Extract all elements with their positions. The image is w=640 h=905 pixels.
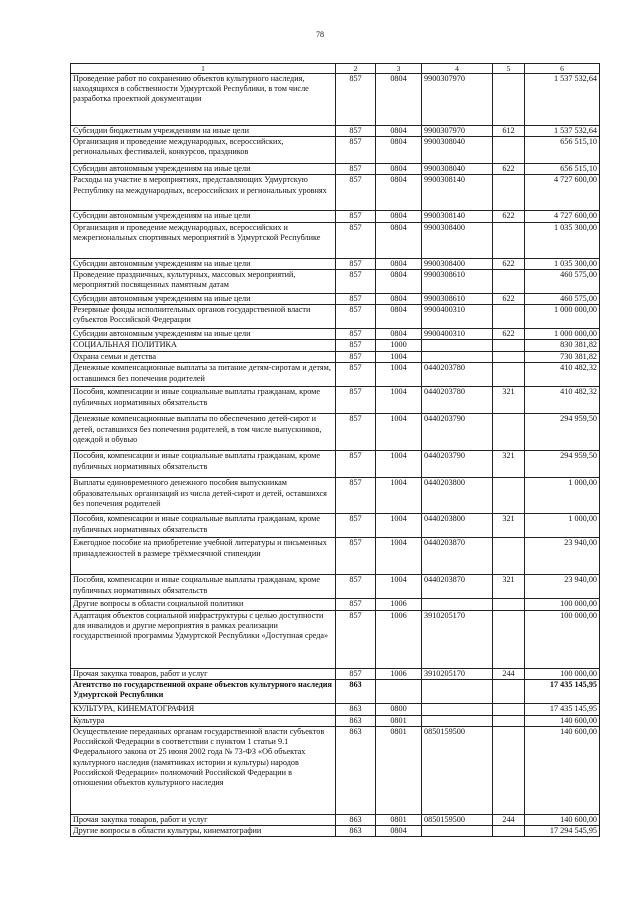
row-section-cell: 0804: [376, 222, 422, 258]
row-sum-cell: 1 000,00: [525, 478, 600, 514]
row-section-cell: 0801: [376, 715, 422, 726]
table-row: [71, 74, 600, 126]
row-expense-type-cell: [493, 610, 525, 668]
table-row: [71, 352, 600, 363]
table-row: [71, 727, 600, 815]
row-section-cell: 0804: [376, 126, 422, 137]
row-name-cell: Субсидии автономным учреждениям на иные цели: [71, 329, 336, 340]
row-expense-type-cell: 321: [493, 575, 525, 599]
row-ved-cell: 863: [336, 727, 376, 815]
row-ved-cell: 857: [336, 329, 376, 340]
row-ved-cell: 857: [336, 610, 376, 668]
table-row: [71, 222, 600, 258]
row-section-cell: 0804: [376, 269, 422, 293]
row-section-cell: 0800: [376, 703, 422, 715]
row-sum-cell: 1 000,00: [525, 514, 600, 538]
row-target-cell: 9900308140: [422, 211, 493, 222]
row-target-cell: [422, 599, 493, 610]
table-row: [71, 305, 600, 329]
row-expense-type-cell: [493, 269, 525, 293]
row-name-cell: Осуществление переданных органам государственной власти субъектов Российской Федерации в соответствии с пунктом 1 статьи 9.1 Федерального закона от 25 июня 2002 года № 73-ФЗ «Об объектах культурного наследия (памятниках истории и культуры) народов Российской Федерации» полномочий Российской Федерации в отношении объектов культурного наследия: [71, 727, 336, 815]
row-sum-cell: 100 000,00: [525, 668, 600, 679]
row-name-cell: Денежные компенсационные выплаты по обеспечению детей-сирот и детей, оставшихся без попечения родителей, в том числе выпускников, одеждой и обувью: [71, 414, 336, 451]
row-expense-type-cell: [493, 703, 525, 715]
row-name-cell: Субсидии автономным учреждениям на иные цели: [71, 211, 336, 222]
header-col-1: 1: [71, 64, 336, 74]
table-row: [71, 478, 600, 514]
row-sum-cell: 17 435 145,95: [525, 703, 600, 715]
row-target-cell: 9900307970: [422, 126, 493, 137]
row-expense-type-cell: 244: [493, 815, 525, 826]
row-ved-cell: 857: [336, 668, 376, 679]
row-ved-cell: 857: [336, 478, 376, 514]
row-section-cell: 1006: [376, 599, 422, 610]
row-section-cell: 0804: [376, 211, 422, 222]
row-name-cell: Расходы на участие в мероприятиях, представляющих Удмуртскую Республику на международных, всероссийских и региональных уровнях: [71, 175, 336, 211]
row-expense-type-cell: 622: [493, 258, 525, 269]
table-row: [71, 451, 600, 478]
table-row: [71, 414, 600, 451]
row-expense-type-cell: [493, 414, 525, 451]
row-expense-type-cell: [493, 727, 525, 815]
table-row: [71, 175, 600, 211]
row-section-cell: 0801: [376, 815, 422, 826]
row-expense-type-cell: [493, 679, 525, 703]
row-name-cell: Пособия, компенсации и иные социальные выплаты гражданам, кроме публичных нормативных обязательств: [71, 575, 336, 599]
row-ved-cell: 857: [336, 514, 376, 538]
row-expense-type-cell: [493, 340, 525, 352]
table-row: [71, 258, 600, 269]
table-row: [71, 599, 600, 610]
row-name-cell: Другие вопросы в области культуры, кинематографии: [71, 826, 336, 837]
row-expense-type-cell: [493, 137, 525, 164]
budget-table: [70, 63, 600, 837]
row-expense-type-cell: [493, 538, 525, 575]
table-row: [71, 575, 600, 599]
table-row: [71, 610, 600, 668]
row-name-cell: Другие вопросы в области социальной политики: [71, 599, 336, 610]
row-sum-cell: 140 600,00: [525, 727, 600, 815]
table-row: [71, 387, 600, 414]
row-target-cell: 3910205170: [422, 610, 493, 668]
row-target-cell: [422, 715, 493, 726]
row-expense-type-cell: 622: [493, 164, 525, 175]
row-expense-type-cell: [493, 352, 525, 363]
row-expense-type-cell: 612: [493, 126, 525, 137]
row-ved-cell: 857: [336, 175, 376, 211]
row-ved-cell: 857: [336, 258, 376, 269]
row-expense-type-cell: 244: [493, 668, 525, 679]
row-section-cell: 0804: [376, 329, 422, 340]
row-section-cell: 0804: [376, 305, 422, 329]
row-expense-type-cell: [493, 222, 525, 258]
row-target-cell: 0440203790: [422, 414, 493, 451]
row-target-cell: 0440203800: [422, 514, 493, 538]
row-target-cell: 0440203780: [422, 363, 493, 387]
header-col-5: 5: [493, 64, 525, 74]
row-ved-cell: 857: [336, 222, 376, 258]
header-col-2: 2: [336, 64, 376, 74]
row-section-cell: 1004: [376, 478, 422, 514]
row-ved-cell: 863: [336, 679, 376, 703]
row-ved-cell: 863: [336, 703, 376, 715]
row-name-cell: Выплаты единовременного денежного пособия выпускникам образовательных организаций из числа детей-сирот и детей, оставшихся без попечения родителей: [71, 478, 336, 514]
row-sum-cell: 460 575,00: [525, 293, 600, 304]
row-target-cell: [422, 826, 493, 837]
row-name-cell: Культура: [71, 715, 336, 726]
row-sum-cell: 23 940,00: [525, 575, 600, 599]
row-sum-cell: 656 515,10: [525, 137, 600, 164]
row-target-cell: 9900308040: [422, 137, 493, 164]
header-col-4: 4: [422, 64, 493, 74]
row-target-cell: 0440203870: [422, 575, 493, 599]
row-section-cell: 1006: [376, 610, 422, 668]
row-sum-cell: 17 435 145,95: [525, 679, 600, 703]
row-expense-type-cell: [493, 175, 525, 211]
row-ved-cell: 857: [336, 363, 376, 387]
header-col-3: 3: [376, 64, 422, 74]
table-row: [71, 715, 600, 726]
row-name-cell: СОЦИАЛЬНАЯ ПОЛИТИКА: [71, 340, 336, 352]
table-row: [71, 293, 600, 304]
row-ved-cell: 863: [336, 826, 376, 837]
row-target-cell: 0850159500: [422, 815, 493, 826]
page-number: 78: [316, 30, 324, 39]
row-target-cell: 9900308610: [422, 269, 493, 293]
row-section-cell: 0804: [376, 175, 422, 211]
table-row: [71, 340, 600, 352]
row-name-cell: Прочая закупка товаров, работ и услуг: [71, 815, 336, 826]
row-section-cell: 1004: [376, 352, 422, 363]
row-target-cell: 9900308400: [422, 258, 493, 269]
row-sum-cell: 294 959,50: [525, 414, 600, 451]
row-target-cell: [422, 352, 493, 363]
row-section-cell: 0804: [376, 258, 422, 269]
row-name-cell: Денежные компенсационные выплаты за питание детям-сиротам и детям, оставшимся без попечения родителей: [71, 363, 336, 387]
row-expense-type-cell: 622: [493, 211, 525, 222]
row-section-cell: 0804: [376, 293, 422, 304]
header-col-6: 6: [525, 64, 600, 74]
row-expense-type-cell: [493, 305, 525, 329]
table-row: [71, 679, 600, 703]
row-target-cell: 9900308140: [422, 175, 493, 211]
row-section-cell: 1004: [376, 451, 422, 478]
row-ved-cell: 863: [336, 715, 376, 726]
row-target-cell: [422, 340, 493, 352]
table-row: [71, 363, 600, 387]
row-expense-type-cell: 622: [493, 293, 525, 304]
row-expense-type-cell: 321: [493, 387, 525, 414]
row-section-cell: 1006: [376, 668, 422, 679]
row-target-cell: 9900308040: [422, 164, 493, 175]
row-section-cell: 0804: [376, 137, 422, 164]
row-sum-cell: 140 600,00: [525, 815, 600, 826]
row-section-cell: 1004: [376, 414, 422, 451]
row-name-cell: Пособия, компенсации и иные социальные выплаты гражданам, кроме публичных нормативных обязательств: [71, 514, 336, 538]
row-ved-cell: 857: [336, 340, 376, 352]
row-name-cell: Субсидии автономным учреждениям на иные цели: [71, 293, 336, 304]
row-section-cell: 1004: [376, 363, 422, 387]
row-section-cell: 1004: [376, 575, 422, 599]
row-name-cell: Агентство по государственной охране объектов культурного наследия Удмуртской Республики: [71, 679, 336, 703]
row-expense-type-cell: [493, 826, 525, 837]
row-sum-cell: 1 537 532,64: [525, 126, 600, 137]
row-expense-type-cell: 321: [493, 451, 525, 478]
row-ved-cell: 857: [336, 414, 376, 451]
row-ved-cell: 857: [336, 74, 376, 126]
row-sum-cell: 23 940,00: [525, 538, 600, 575]
row-ved-cell: 857: [336, 211, 376, 222]
row-sum-cell: 410 482,32: [525, 387, 600, 414]
row-ved-cell: 857: [336, 126, 376, 137]
table-row: [71, 329, 600, 340]
table-body: [71, 74, 600, 837]
table-row: [71, 211, 600, 222]
table-row: [71, 126, 600, 137]
row-expense-type-cell: 321: [493, 514, 525, 538]
table-row: [71, 703, 600, 715]
row-ved-cell: 857: [336, 538, 376, 575]
table-row: [71, 815, 600, 826]
table-row: [71, 137, 600, 164]
row-expense-type-cell: [493, 74, 525, 126]
row-sum-cell: 830 381,82: [525, 340, 600, 352]
row-name-cell: Субсидии автономным учреждениям на иные цели: [71, 258, 336, 269]
row-name-cell: КУЛЬТУРА, КИНЕМАТОГРАФИЯ: [71, 703, 336, 715]
row-sum-cell: 4 727 600,00: [525, 211, 600, 222]
row-target-cell: 0440203800: [422, 478, 493, 514]
row-ved-cell: 857: [336, 387, 376, 414]
row-name-cell: Субсидии бюджетным учреждениям на иные цели: [71, 126, 336, 137]
table-row: [71, 538, 600, 575]
row-sum-cell: 294 959,50: [525, 451, 600, 478]
row-section-cell: 1000: [376, 340, 422, 352]
row-ved-cell: 857: [336, 164, 376, 175]
row-ved-cell: 857: [336, 352, 376, 363]
row-section-cell: 0804: [376, 826, 422, 837]
row-sum-cell: 1 000 000,00: [525, 329, 600, 340]
row-expense-type-cell: [493, 478, 525, 514]
row-sum-cell: 410 482,32: [525, 363, 600, 387]
row-target-cell: 9900308400: [422, 222, 493, 258]
row-target-cell: 0440203790: [422, 451, 493, 478]
row-sum-cell: 1 537 532,64: [525, 74, 600, 126]
row-name-cell: Ежегодное пособие на приобретение учебной литературы и письменных принадлежностей в размере трёхмесячной стипендии: [71, 538, 336, 575]
row-target-cell: 0850159500: [422, 727, 493, 815]
row-ved-cell: 857: [336, 137, 376, 164]
row-sum-cell: 656 515,10: [525, 164, 600, 175]
row-name-cell: Пособия, компенсации и иные социальные выплаты гражданам, кроме публичных нормативных обязательств: [71, 451, 336, 478]
row-section-cell: 1004: [376, 538, 422, 575]
row-section-cell: 0804: [376, 74, 422, 126]
row-target-cell: 0440203780: [422, 387, 493, 414]
row-target-cell: 9900400310: [422, 305, 493, 329]
row-sum-cell: 460 575,00: [525, 269, 600, 293]
row-sum-cell: 1 035 300,00: [525, 258, 600, 269]
row-name-cell: Прочая закупка товаров, работ и услуг: [71, 668, 336, 679]
row-sum-cell: 100 000,00: [525, 599, 600, 610]
row-sum-cell: 1 000 000,00: [525, 305, 600, 329]
row-section-cell: 0804: [376, 164, 422, 175]
row-name-cell: Проведение работ по сохранению объектов культурного наследия, находящихся в собственности Удмуртской Республики, в том числе разработка проектной документации: [71, 74, 336, 126]
table-row: [71, 826, 600, 837]
table-row: [71, 164, 600, 175]
row-name-cell: Проведение праздничных, культурных, массовых мероприятий, мероприятий посвященных памятным датам: [71, 269, 336, 293]
row-ved-cell: 857: [336, 575, 376, 599]
row-name-cell: Организация и проведение международных, всероссийских и межрегиональных спортивных мероприятий в Удмуртской Республике: [71, 222, 336, 258]
row-ved-cell: 863: [336, 815, 376, 826]
table-row: [71, 269, 600, 293]
row-section-cell: 1004: [376, 387, 422, 414]
row-sum-cell: 4 727 600,00: [525, 175, 600, 211]
row-section-cell: 0801: [376, 727, 422, 815]
row-name-cell: Адаптация объектов социальной инфраструктуры с целью доступности для инвалидов и другие мероприятия в рамках реализации государственной программы Удмуртской Республики «Доступная среда»: [71, 610, 336, 668]
row-expense-type-cell: [493, 715, 525, 726]
row-ved-cell: 857: [336, 599, 376, 610]
row-section-cell: [376, 679, 422, 703]
row-sum-cell: 140 600,00: [525, 715, 600, 726]
row-name-cell: Организация и проведение международных, всероссийских, региональных фестивалей, конкурсов, праздников: [71, 137, 336, 164]
row-sum-cell: 1 035 300,00: [525, 222, 600, 258]
row-ved-cell: 857: [336, 293, 376, 304]
row-target-cell: 9900308610: [422, 293, 493, 304]
row-expense-type-cell: [493, 363, 525, 387]
row-target-cell: 3910205170: [422, 668, 493, 679]
row-target-cell: 0440203870: [422, 538, 493, 575]
row-target-cell: 9900307970: [422, 74, 493, 126]
table-row: [71, 668, 600, 679]
row-name-cell: Охрана семьи и детства: [71, 352, 336, 363]
table-header-row: [71, 64, 600, 74]
row-ved-cell: 857: [336, 269, 376, 293]
row-expense-type-cell: 622: [493, 329, 525, 340]
row-ved-cell: 857: [336, 451, 376, 478]
row-sum-cell: 17 294 545,95: [525, 826, 600, 837]
row-name-cell: Субсидии автономным учреждениям на иные цели: [71, 164, 336, 175]
row-name-cell: Пособия, компенсации и иные социальные выплаты гражданам, кроме публичных нормативных обязательств: [71, 387, 336, 414]
row-target-cell: [422, 703, 493, 715]
row-target-cell: 9900400310: [422, 329, 493, 340]
row-section-cell: 1004: [376, 514, 422, 538]
row-ved-cell: 857: [336, 305, 376, 329]
row-target-cell: [422, 679, 493, 703]
table-row: [71, 514, 600, 538]
row-expense-type-cell: [493, 599, 525, 610]
row-sum-cell: 100 000,00: [525, 610, 600, 668]
row-sum-cell: 730 381,82: [525, 352, 600, 363]
row-name-cell: Резервные фонды исполнительных органов государственной власти субъектов Российской Федерации: [71, 305, 336, 329]
